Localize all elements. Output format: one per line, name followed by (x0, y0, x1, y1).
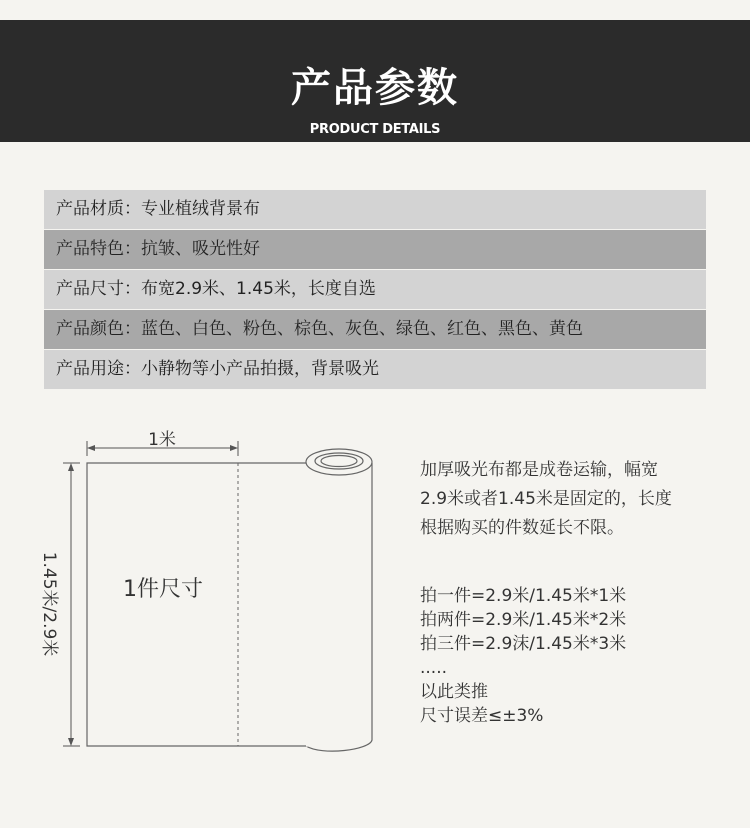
description-line: 加厚吸光布都是成卷运输，幅宽 (420, 460, 658, 480)
height-dimension (63, 463, 80, 746)
description (420, 456, 740, 543)
height-label: 1.45米/2.9米 (39, 551, 59, 657)
piece-label: 1件尺寸 (123, 577, 203, 602)
param-material: 产品材质：专业植绒背景布 (44, 190, 706, 229)
description-line: 根据购买的件数延长不限。 (420, 518, 624, 538)
description-line: 2.9米或者1.45米是固定的，长度 (420, 489, 672, 509)
page-title: 产品参数 (291, 65, 459, 111)
param-size: 产品尺寸：布宽2.9米、1.45米，长度自选 (44, 270, 706, 309)
calc-line: 尺寸误差≤±3% (420, 706, 544, 726)
calc-line: 以此类推 (420, 682, 488, 702)
param-color: 产品颜色：蓝色、白色、粉色、棕色、灰色、绿色、红色、黑色、黄色 (44, 310, 706, 349)
width-label: 1米 (148, 430, 176, 450)
fabric-sheet (87, 463, 340, 746)
param-usage: 产品用途：小静物等小产品拍摄，背景吸光 (44, 350, 706, 389)
calc-line: 拍三件=2.9沫/1.45米*3米 (420, 634, 627, 654)
calculation-notes (420, 584, 740, 728)
calc-line: ..... (420, 658, 448, 678)
calc-line: 拍一件=2.9米/1.45米*1米 (420, 586, 627, 606)
calc-line: 拍两件=2.9米/1.45米*2米 (420, 610, 627, 630)
page-subtitle: PRODUCT DETAILS (309, 122, 441, 137)
fabric-roll (306, 449, 372, 752)
param-feature: 产品特色：抗皱、吸光性好 (44, 230, 706, 269)
